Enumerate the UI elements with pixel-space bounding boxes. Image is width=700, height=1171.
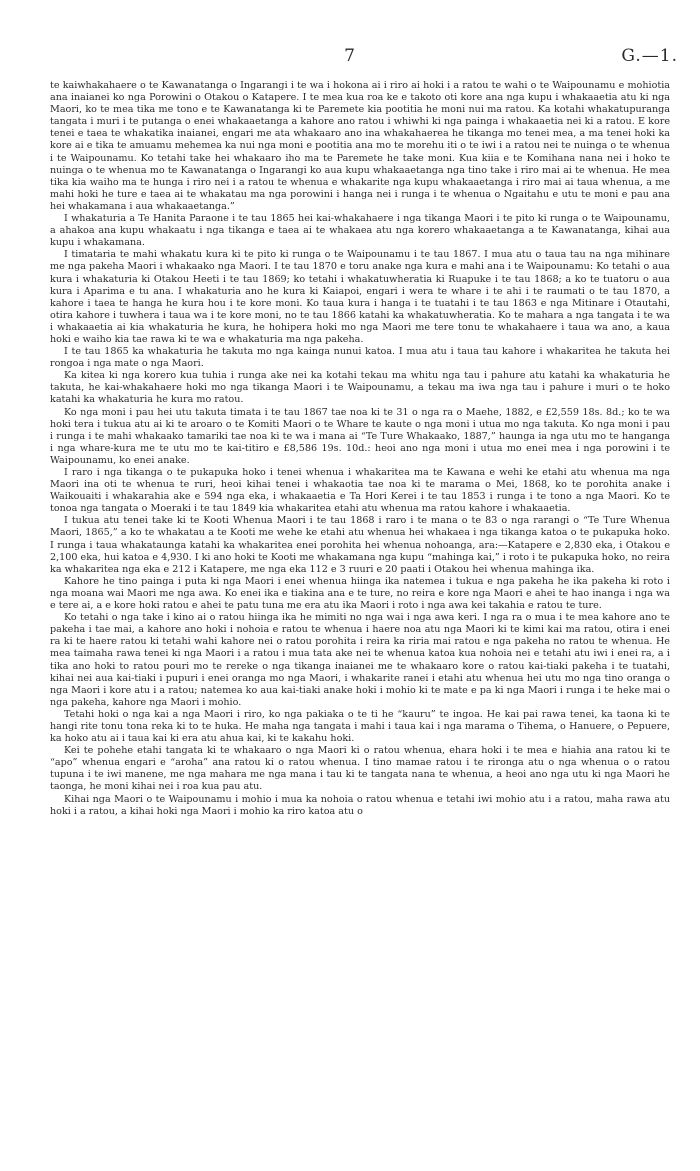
paragraph: I tukua atu tenei take ki te Kooti Whenua Maori i te tau 1868 i raro i te mana o te 83 o nga rarangi o “Te Ture Whenua Maori, 1865,” a ko te whakatau a te Kooti me wehe ke etahi atu whenua hei whakaea i nga tikanga katoa o te pukapuka hoko. I runga i taua whakataunga katahi ka whakaritea enei porohita hei whenua nohoanga, ara:—Katapere e 2,830 eka, i Otakou e 2,100 eka, hui katoa e 4,930. I ki ano hoki te Kooti me whakamana nga kupu “mahinga kai,” i roto i te pukapuka hoko, no reira ka whakaritea nga eka e 212 i Katapere, me nga eka 112 e 3 ruuri e 20 paati i Otakou hei whenua mahinga ika. (50, 515, 670, 575)
paragraph: Ka kitea ki nga korero kua tuhia i runga ake nei ka kotahi tekau ma whitu nga tau i pahure atu katahi ka whakaturia he takuta, he kai-whakahaere hoki mo nga tikanga Maori i te Waipounamu, a tekau ma iwa nga tau i pahure i muri o te hoko katahi ka whakaturia he kura mo ratou. (50, 370, 670, 406)
paragraph: I raro i nga tikanga o te pukapuka hoko i tenei whenua i whakaritea ma te Kawana e wehi ke etahi atu whenua ma nga Maori ina oti te whenua te ruri, heoi kihai tenei i whakaotia tae noa ki te marama o Mei, 1868, ko te porohita anake i Waikouaiti i whakarahia ake e 594 nga eka, i whakaaetia e Ta Hori Kerei i te tau 1853 i runga i te tono a nga Maori. Ko te tonoa nga tangata o Moeraki i te tau 1849 kia whakaritea etahi atu whenua ma ratou kahore i whakaaetia. (50, 467, 670, 515)
page-reference: G.—1. (621, 46, 678, 66)
paragraph: te kaiwhakahaere o te Kawanatanga o Ingarangi i te wa i hokona ai i riro ai hoki i a ratou te wahi o te Waipounamu e mohiotia ana inaianei ko nga Porowini o Otakou o Katapere. I te mea kua roa ke e takoto oti kore ana nga kupu i whakaaetia atu ki nga Maori, ko te mea tika me tono e te Kawanatanga ki te Paremete kia pootitia he moni nui ma ratou. Ka kotahi whakatupuranga tangata i muri i te putanga o enei whakaaetanga a kahore ano ratou i whiwhi ki nga painga i whakaaetia nei ki a ratou. E kore tenei e taea te whakatika inaianei, engari me ata whakaaro ano ina whakahaerea he tikanga mo tenei mea, a ma tenei hoki ka kore ai e tika te amuamu mehemea ka nui nga moni e pootitia ana mo te morehu iti o te iwi i a ratou nei te nuinga o te whenua i te Waipounamu. Ko tetahi take hei whakaaro iho ma te Paremete he take moni. Kua kiia e te Komihana nana nei i hoko te nuinga o te whenua mo te Kawanatanga o Ingarangi ko aua kupu whakaaetanga nga tino take i riro mai ai te whenua. He mea tika kia waiho ma te hunga i riro nei i a ratou te whenua e whakarite nga kupu whakaaetanga i riro mai ai taua whenua, a me mahi hoki he ture e taea ai te whakatau ma nga porowini i hanga nei i runga i te whenua o Ngaitahu e utu te moni e pau ana hei whakamana i aua whakaaetanga.” (50, 80, 670, 212)
paragraph: Tetahi hoki o nga kai a nga Maori i riro, ko nga pakiaka o te ti he “kauru” te ingoa. He kai pai rawa tenei, ka taona ki te hangi rite tonu tona reka ki to te huka. He maha nga tangata i mahi i taua kai i nga marama o Tihema, o Hanuere, o Pepuere, ka hoko atu ai i taua kai ki era atu ahua kai, ki te kakahu hoki. (50, 708, 670, 745)
paragraph: Ko tetahi o nga take i kino ai o ratou hiinga ika he mimiti no nga wai i nga awa keri. I nga ra o mua i te mea kahore ano te pakeha i tae mai, a kahore ano hoki i nohoia e ratou te whenua i haere noa atu nga Maori ki te kimi kai ma ratou, otira i enei ra ki te haere ratou ki tetahi wahi kahore nei o ratou porohita i reira ka riria mai ratou e nga pakeha no ratou te whenua. He mea taimaha rawa tenei ki nga Maori i a ratou i mua tata ake nei te whenua katoa kua nohoia nei e tetahi atu iwi i enei ra, a i tika ano hoki to ratou pouri mo te rereke o nga tikanga inaianei me te whakaaro kore o ratou kai-tiaki pakeha i te tuatahi, kihai nei aua kai-tiaki i pupuri i enei oranga mo nga Maori, i whakarite ranei i etahi atu whenua hei utu mo nga tino oranga o nga Maori i kore atu i a ratou; natemea ko aua kai-tiaki anake hoki i mohio ki te mate e pa ki nga Maori i runga i te heke mai o nga pakeha, kahore nga Maori i mohio. (50, 612, 670, 708)
paragraph: I timataria te mahi whakatu kura ki te pito ki runga o te Waipounamu i te tau 1867. I mua atu o taua tau na nga mihinare me nga pakeha Maori i whakaako nga Maori. I te tau 1870 e toru anake nga kura e mahi ana i te Waipounamu: Ko tetahi o aua kura i whakaturia ki Otakou Heeti i te tau 1869; ko tetahi i whakatuwheratia ki Ruapuke i te tau 1868; a ko te tuatoru o aua kura i Aparima e tu ana. I whakaturia ano he kura ki Kaiapoi, engari i wera te whare i te ahi i te raumati o te tau 1870, a kahore i taea te hanga he kura hou i te kore moni. Ko taua kura i hanga i te tuatahi i te tau 1863 e nga Mitinare i Otautahi, otira kahore i tuwhera i taua wa i te kore moni, no te tau 1866 katahi ka whakatuwheratia. Ko te mahara a nga tangata i te wa i whakaaetia ai kia whakaturia he kura, he hohipera hoki mo nga Maori me tere tonu te whakahaere i taua wa ano, a kaua hoki e waiho kia tae rawa ki te wa e whakaturia ma nga pakeha. (50, 249, 670, 345)
paragraph: I te tau 1865 ka whakaturia he takuta mo nga kainga nunui katoa. I mua atu i taua tau kahore i whakaritea he takuta hei rongoa i nga mate o nga Maori. (50, 346, 670, 370)
paragraph: Kei te pohehe etahi tangata ki te whakaaro o nga Maori ki o ratou whenua, ehara hoki i te mea e hiahia ana ratou ki te “apo” whenua engari e “aroha” ana ratou ki o ratou whenua. I tino mamae ratou i te rironga atu o nga whenua o o ratou tupuna i te iwi manene, me nga mahara me nga mana i tau ki te tangata nana te whenua, a heoi ano nga utu ki nga Maori he taonga, he moni kihai nei i roa kua pau atu. (50, 745, 670, 793)
paragraph: Kahore he tino painga i puta ki nga Maori i enei whenua hiinga ika natemea i tukua e nga pakeha he ika pakeha ki roto i nga moana wai Maori me nga awa. Ko enei ika e tiakina ana e te ture, no reira e kore nga Maori e ahei te hao inanga i nga wa e tere ai, a e kore hoki ratou e ahei te patu tuna me era atu ika Maori i roto i nga awa kei takahia e ratou te ture. (50, 575, 670, 612)
paragraph: I whakaturia a Te Hanita Paraone i te tau 1865 hei kai-whakahaere i nga tikanga Maori i te pito ki runga o te Waipounamu, a ahakoa ana kupu whakaatu i nga tikanga e taea ai te whakaea atu nga korero whakaaetanga a te Kawanatanga, kihai aua kupu i whakamana. (50, 213, 670, 249)
page-number: 7 (344, 46, 356, 66)
paragraph: Ko nga moni i pau hei utu takuta timata i te tau 1867 tae noa ki te 31 o nga ra o Maehe, 1882, e £2,559 18s. 8d.; ko te wa hoki tera i tukua atu ai ki te aroaro o te Komiti Maori o te Whare te kaute o nga moni i utua mo nga takuta. Ko nga moni i pau i runga i te mahi whakaako tamariki tae noa ki te wa i mana ai “Te Ture Whakaako, 1887,” haunga ia nga utu mo te hanganga i nga whare-kura me te utu mo te kai-titiro e £8,586 19s. 10d.: heoi ano nga moni i utua mo enei mea i nga porowini i te Waipounamu, ko enei anake. (50, 406, 670, 466)
paragraph: Kihai nga Maori o te Waipounamu i mohio i mua ka nohoia o ratou whenua e tetahi iwi mohio atu i a ratou, maha rawa atu hoki i a ratou, a kihai hoki nga Maori i mohio ka riro katoa atu o (50, 793, 670, 817)
body-text (50, 80, 670, 818)
